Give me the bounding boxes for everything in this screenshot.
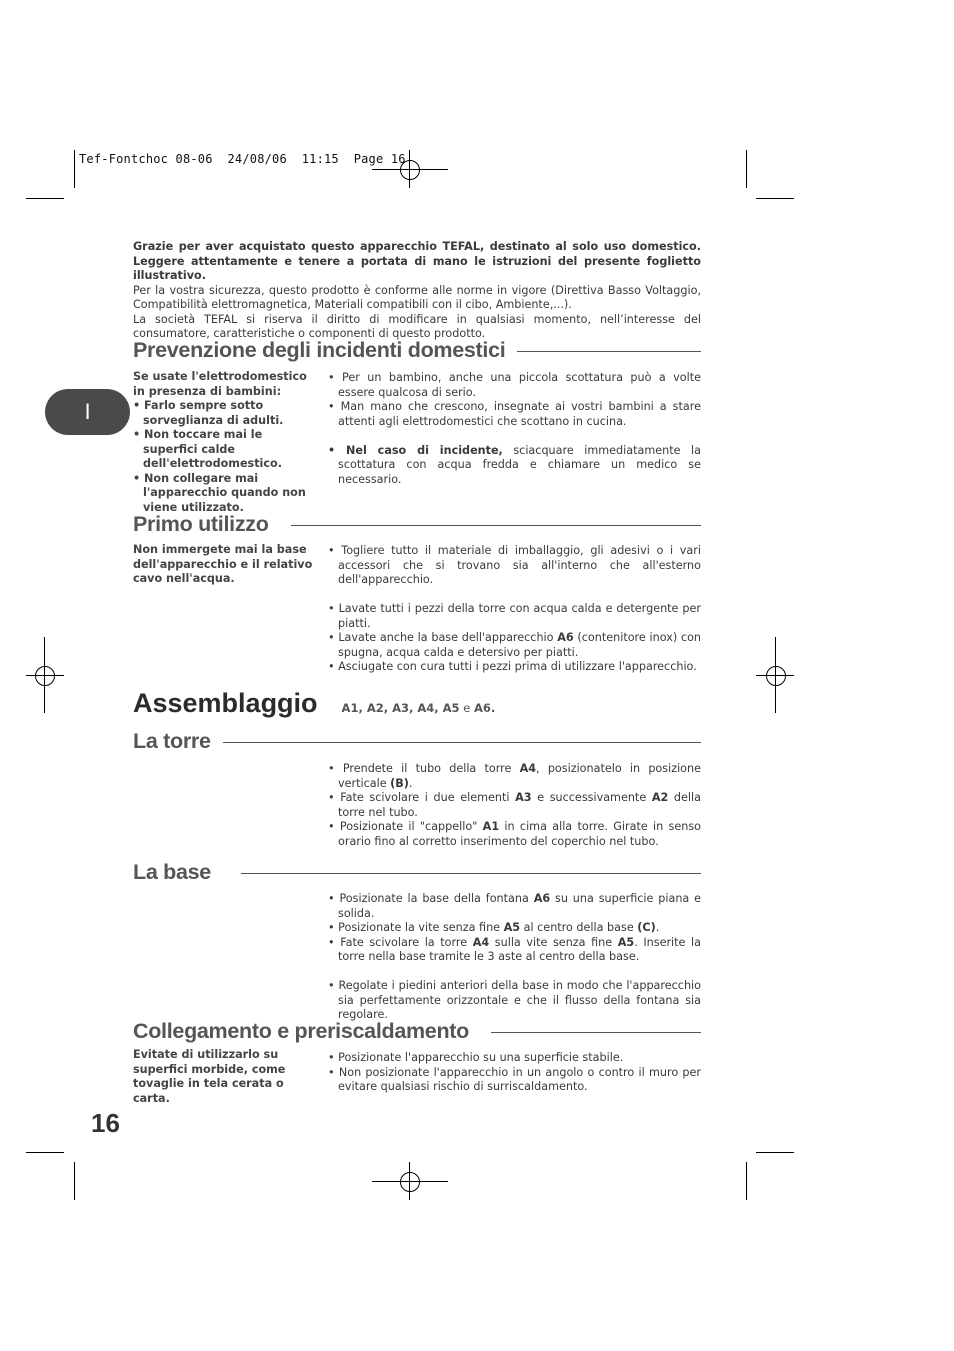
prevenzione-left xyxy=(133,370,318,515)
list-item: • Posizionate il "cappello" A1 in cima alla torre. Girate in senso orario fino al corretto inserimento del coperchio nel tubo. xyxy=(328,820,701,848)
list-item: • Man mano che crescono, insegnate ai vostri bambini a stare attenti agli elettrodomestici che scottano in cucina. xyxy=(328,400,701,428)
list-item: • Farlo sempre sotto sorveglianza di adulti. xyxy=(133,399,284,427)
prevenzione-left-intro: Se usate l'elettrodomestico in presenza di bambini: xyxy=(133,370,307,398)
intro-bold: Grazie per aver acquistato questo apparecchio TEFAL, destinato al solo uso domestico. Leggere attentamente e tenere a portata di mano le istruzioni del presente foglietto illustrativo. xyxy=(133,240,701,282)
list-item: • Prendete il tubo della torre A4, posizionatelo in posizione verticale (B). xyxy=(328,762,702,790)
section-heading-la-torre: La torre xyxy=(133,729,701,754)
list-item: • Posizionate la vite senza fine A5 al centro della base (C). xyxy=(328,921,660,934)
assemblaggio-refs: A1, A2, A3, A4, A5 e A6. xyxy=(341,701,496,715)
intro-p1: Per la vostra sicurezza, questo prodotto è conforme alle norme in vigore (Direttiva Basso Voltaggio, Compatibilità elettromagnetica, Materiali compatibili con il cibo, Ambiente,...). xyxy=(133,283,701,311)
crop-mark xyxy=(74,1162,75,1200)
primo-right xyxy=(328,544,701,675)
base-right xyxy=(328,892,701,1023)
list-item: • Lavate anche la base dell'apparecchio A6 (contenitore inox) con spugna, acqua calda e detersivo per piatti. xyxy=(328,631,702,659)
crop-mark xyxy=(26,1152,64,1153)
crop-mark xyxy=(756,198,794,199)
intro-p2: La società TEFAL si riserva il diritto di modificare in qualsiasi momento, nell’interesse del consumatore, caratteristiche o componenti di questo prodotto. xyxy=(133,312,701,340)
list-item: • Asciugate con cura tutti i pezzi prima di utilizzare l'apparecchio. xyxy=(328,660,697,673)
list-item: • Regolate i piedini anteriori della base in modo che l'apparecchio sia perfettamente orizzontale e che il flusso della fontana sia regolare. xyxy=(328,979,701,1021)
list-item: • Non posizionate l'apparecchio in un angolo o contro il muro per evitare qualsiasi rischio di surriscaldamento. xyxy=(328,1065,701,1093)
list-item: • Fate scivolare i due elementi A3 e successivamente A2 della torre nel tubo. xyxy=(328,791,701,819)
list-item: • Non collegare mai l'apparecchio quando non viene utilizzato. xyxy=(133,471,306,514)
primo-left: Non immergete mai la base dell'apparecchio e il relativo cavo nell'acqua. xyxy=(133,543,313,585)
section-heading-primo-utilizzo: Primo utilizzo xyxy=(133,512,701,537)
section-heading-la-base: La base xyxy=(133,860,701,885)
section-heading-collegamento: Collegamento e preriscaldamento xyxy=(133,1019,701,1044)
crop-mark xyxy=(74,150,75,188)
list-item: • Fate scivolare la torre A4 sulla vite senza fine A5. Inserite la torre nella base tramite le 3 aste al centro della base. xyxy=(328,935,702,963)
intro-paragraph xyxy=(133,240,701,342)
crop-mark xyxy=(746,1162,747,1200)
list-item: • Per un bambino, anche una piccola scottatura può a volte essere qualcosa di serio. xyxy=(328,371,701,399)
list-item: • Nel caso di incidente, sciacquare immediatamente la scottatura con acqua fredda e chiamare un medico se necessario. xyxy=(328,443,701,486)
prevenzione-right xyxy=(328,371,701,487)
list-item: • Non toccare mai le superfici calde dell'elettrodomestico. xyxy=(133,428,282,470)
language-tab xyxy=(45,389,130,435)
collegamento-left: Evitate di utilizzarlo su superfici morbide, come tovaglie in tela cerata o carta. xyxy=(133,1048,286,1105)
list-item: • Posizionate l'apparecchio su una superficie stabile. xyxy=(328,1051,624,1064)
list-item: • Posizionate la base della fontana A6 su una superficie piana e solida. xyxy=(328,892,702,920)
list-item: • Lavate tutti i pezzi della torre con acqua calda e detergente per piatti. xyxy=(328,602,701,630)
language-tab-label: I xyxy=(84,399,91,424)
crop-mark xyxy=(26,198,64,199)
torre-right xyxy=(328,762,701,849)
collegamento-right xyxy=(328,1051,701,1095)
crop-mark xyxy=(746,150,747,188)
print-slug: Tef-Fontchoc 08-06 24/08/06 11:15 Page 16 xyxy=(79,152,406,166)
page-number: 16 xyxy=(91,1108,120,1138)
crop-mark xyxy=(756,1152,794,1153)
section-heading-assemblaggio: Assemblaggio A1, A2, A3, A4, A5 e A6. xyxy=(133,688,496,718)
section-heading-prevenzione: Prevenzione degli incidenti domestici xyxy=(133,338,701,363)
list-item: • Togliere tutto il materiale di imballaggio, gli adesivi o i vari accessori che si trovano sia all'interno che all'esterno dell'apparecchio. xyxy=(328,544,701,586)
